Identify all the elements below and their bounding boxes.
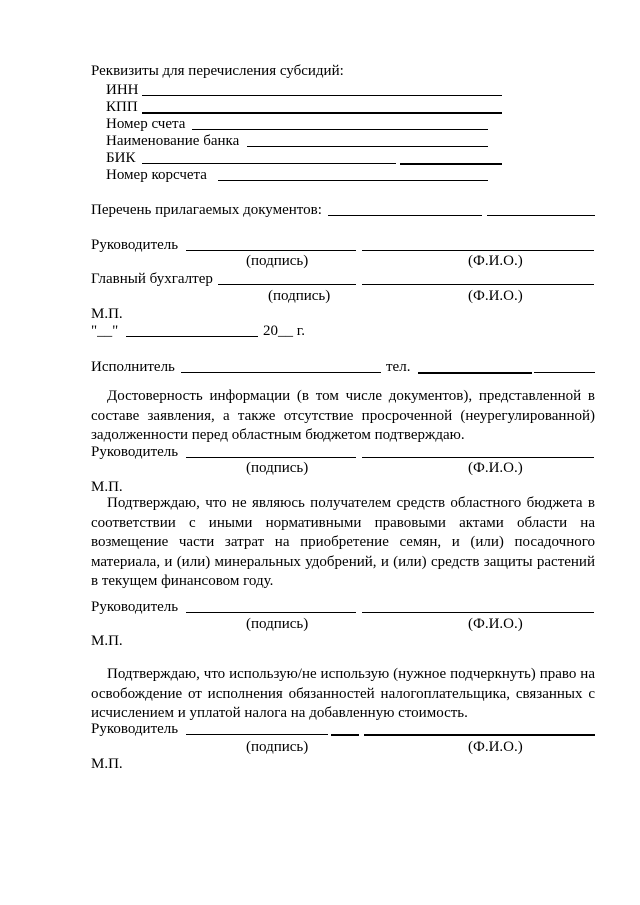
signature-caption-2: (подпись) bbox=[268, 288, 331, 304]
name-caption-2: (Ф.И.О.) bbox=[468, 288, 523, 304]
requisites-title: Реквизиты для перечисления субсидий: bbox=[91, 63, 344, 79]
account-field[interactable] bbox=[192, 129, 488, 130]
accountant-signature-field[interactable] bbox=[218, 284, 356, 285]
documents-field-part2[interactable] bbox=[487, 215, 595, 216]
executor-phone-field-part1[interactable] bbox=[418, 372, 532, 374]
date-year: 20__ г. bbox=[263, 323, 305, 339]
reliability-paragraph: Достоверность информации (в том числе документов), представленной в составе заявления, а также отсутствие просроченной (неурегулированной) задолженности перед областным бюджетом подтверждаю. bbox=[91, 388, 595, 443]
head-signature-field-1[interactable] bbox=[186, 250, 356, 251]
head-name-field-1[interactable] bbox=[362, 250, 594, 251]
head-name-field-3[interactable] bbox=[362, 612, 594, 613]
chief-accountant-label: Главный бухгалтер bbox=[91, 271, 213, 287]
bik-field-part2[interactable] bbox=[400, 163, 502, 165]
not-recipient-paragraph: Подтверждаю, что не являюсь получателем средств областного бюджета в соответствии с иными нормативными правовыми актами области на возмещение части затрат на приобретение семян, и (или) посадочного материала, и (или) минеральных удобрений, и (или) средств защиты растений в текущем финансовом году. bbox=[91, 495, 595, 589]
kpp-field[interactable] bbox=[142, 112, 502, 114]
stamp-3: М.П. bbox=[91, 633, 123, 649]
accountant-name-field[interactable] bbox=[362, 284, 594, 285]
name-caption-5: (Ф.И.О.) bbox=[468, 739, 523, 755]
executor-name-field[interactable] bbox=[181, 372, 381, 373]
head-signature-field-2[interactable] bbox=[186, 457, 356, 458]
head-signature-field-3[interactable] bbox=[186, 612, 356, 613]
name-caption-3: (Ф.И.О.) bbox=[468, 460, 523, 476]
inn-field[interactable] bbox=[142, 95, 502, 96]
bank-field[interactable] bbox=[247, 146, 488, 147]
head-name-field-4[interactable] bbox=[364, 734, 595, 736]
bik-field-part1[interactable] bbox=[142, 163, 396, 164]
signature-caption-3: (подпись) bbox=[246, 460, 309, 476]
executor-label: Исполнитель bbox=[91, 359, 175, 375]
signature-caption-4: (подпись) bbox=[246, 616, 309, 632]
documents-field-part1[interactable] bbox=[328, 215, 482, 216]
name-caption-4: (Ф.И.О.) bbox=[468, 616, 523, 632]
bank-label: Наименование банка bbox=[106, 133, 240, 149]
head-name-field-2[interactable] bbox=[362, 457, 594, 458]
documents-label: Перечень прилагаемых документов: bbox=[91, 202, 322, 218]
executor-phone-field-part2[interactable] bbox=[534, 372, 595, 373]
date-day: "__" bbox=[91, 323, 119, 339]
name-caption-1: (Ф.И.О.) bbox=[468, 253, 523, 269]
head-label-4: Руководитель bbox=[91, 721, 179, 737]
head-signature-field-4-part2[interactable] bbox=[331, 734, 359, 736]
stamp-1: М.П. bbox=[91, 306, 123, 322]
bik-label: БИК bbox=[106, 150, 136, 166]
head-label-1: Руководитель bbox=[91, 237, 179, 253]
corr-account-label: Номер корсчета bbox=[106, 167, 207, 183]
account-label: Номер счета bbox=[106, 116, 186, 132]
stamp-2: М.П. bbox=[91, 479, 123, 495]
vat-paragraph: Подтверждаю, что использую/не использую (нужное подчеркнуть) право на освобождение от исполнения обязанностей налогоплательщика, связанных с исчислением и уплатой налога на добавленную стоимость. bbox=[91, 666, 595, 721]
head-label-3: Руководитель bbox=[91, 599, 179, 615]
head-signature-field-4-part1[interactable] bbox=[186, 734, 328, 735]
signature-caption-1: (подпись) bbox=[246, 253, 309, 269]
inn-label: ИНН bbox=[106, 82, 139, 98]
signature-caption-5: (подпись) bbox=[246, 739, 309, 755]
head-label-2: Руководитель bbox=[91, 444, 179, 460]
stamp-4: М.П. bbox=[91, 756, 123, 772]
kpp-label: КПП bbox=[106, 99, 138, 115]
date-month-field[interactable] bbox=[126, 336, 258, 337]
corr-account-field[interactable] bbox=[218, 180, 488, 181]
executor-phone-label: тел. bbox=[386, 359, 411, 375]
